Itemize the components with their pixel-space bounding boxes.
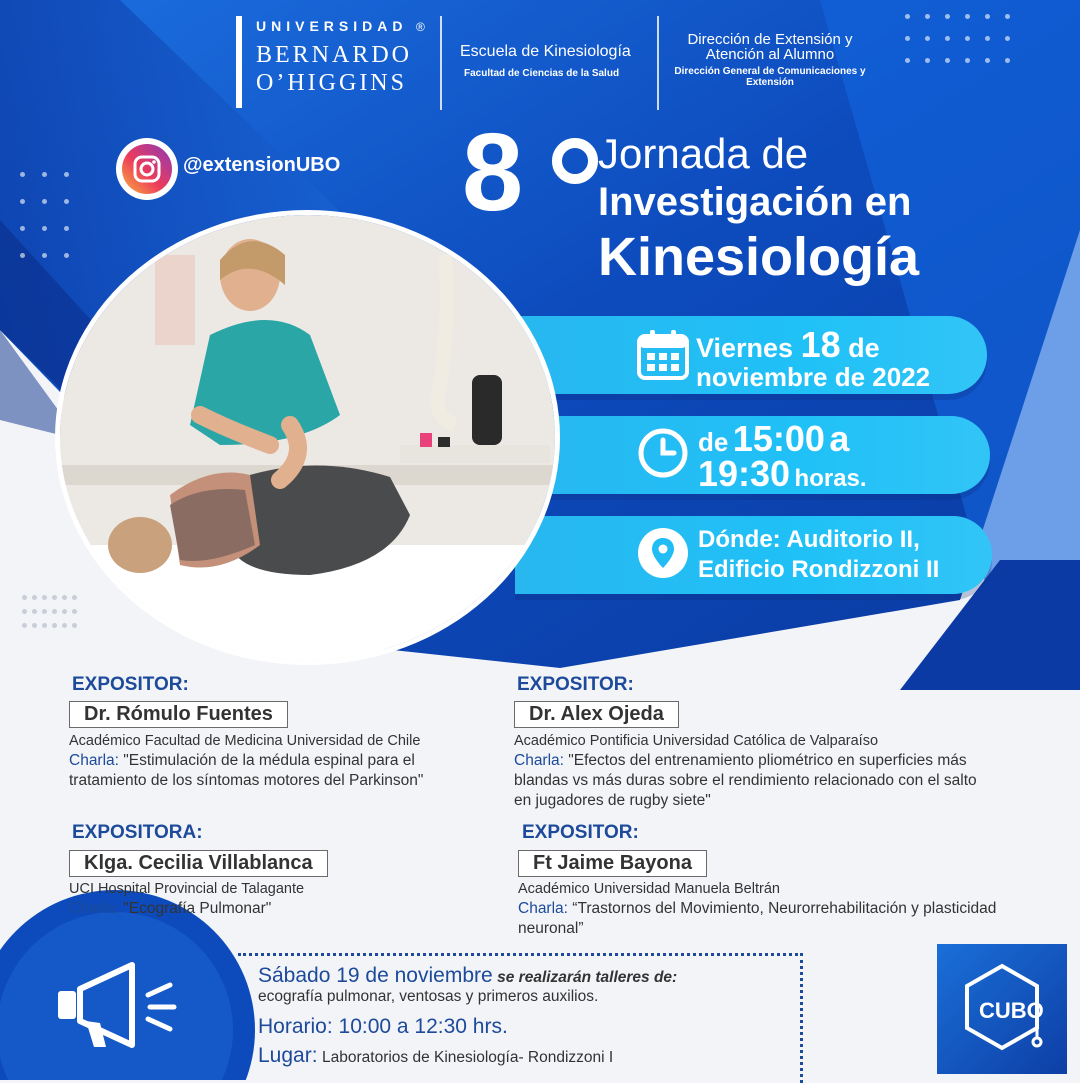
instagram-handle[interactable]: @extensionUBO bbox=[183, 154, 341, 176]
decorative-dots-grey bbox=[22, 595, 82, 628]
title-line-2: Investigación en bbox=[598, 180, 912, 224]
speaker-3-affiliation: UCI Hospital Provincial de Talagante bbox=[69, 881, 305, 897]
calendar-icon bbox=[636, 328, 690, 382]
cubo-logo bbox=[937, 944, 1067, 1074]
workshop-line-1 bbox=[258, 964, 677, 988]
date-line-2: noviembre de 2022 bbox=[696, 362, 931, 392]
physiotherapy-photo bbox=[55, 210, 560, 665]
time-line-2 bbox=[698, 455, 867, 501]
place-line-1: Dónde: Auditorio II, bbox=[698, 526, 920, 553]
ordinal-mark bbox=[552, 138, 598, 184]
speaker-4-talk bbox=[518, 899, 1048, 939]
talk-title: "Estimulación de la médula espinal para el tratamiento de los síntomas motores del Parkinson" bbox=[69, 752, 424, 789]
speaker-2-affiliation: Académico Pontificia Universidad Católica de Valparaíso bbox=[514, 733, 879, 749]
instagram-badge[interactable] bbox=[116, 138, 178, 200]
talk-title: "Ecografía Pulmonar" bbox=[123, 900, 272, 917]
speaker-1-label: EXPOSITOR: bbox=[72, 674, 189, 695]
header-divider bbox=[440, 16, 442, 110]
charla-key: Charla: bbox=[514, 752, 564, 769]
charla-key: Charla: bbox=[518, 900, 568, 917]
decorative-dots-left bbox=[20, 172, 86, 258]
speaker-2-talk bbox=[514, 751, 994, 811]
date-de: de bbox=[848, 333, 880, 363]
faculty-name: Facultad de Ciencias de la Salud bbox=[464, 68, 620, 79]
date-day: 18 bbox=[800, 324, 841, 365]
speaker-4-affiliation: Académico Universidad Manuela Beltrán bbox=[518, 881, 780, 897]
decorative-dots-top-right bbox=[905, 14, 1025, 63]
speaker-3-name: Klga. Cecilia Villablanca bbox=[69, 850, 328, 877]
time-de: de bbox=[698, 427, 729, 457]
header-divider bbox=[657, 16, 659, 110]
charla-key: Charla: bbox=[69, 900, 119, 917]
workshop-date: Sábado 19 de noviembre bbox=[258, 964, 493, 987]
time-start: 15:00 bbox=[732, 418, 825, 459]
speaker-2-name: Dr. Alex Ojeda bbox=[514, 701, 679, 728]
date-weekday: Viernes bbox=[696, 333, 794, 363]
time-a: a bbox=[829, 418, 850, 459]
location-pin-icon bbox=[636, 526, 690, 580]
speaker-1-name: Dr. Rómulo Fuentes bbox=[69, 701, 288, 728]
workshop-place bbox=[258, 1044, 613, 1068]
logo-line-1: BERNARDO bbox=[256, 42, 413, 68]
clock-icon bbox=[636, 426, 690, 480]
workshop-intro: se realizarán talleres de: bbox=[497, 969, 678, 986]
title-line-3: Kinesiología bbox=[598, 227, 920, 287]
speaker-3-talk bbox=[69, 899, 489, 919]
date-line-1 bbox=[696, 324, 880, 365]
logo-bar bbox=[236, 16, 242, 108]
edition-number: 8 bbox=[462, 111, 524, 234]
workshop-place-value: Laboratorios de Kinesiología- Rondizzoni I bbox=[322, 1049, 614, 1066]
direction-name: Dirección de Extensión y Atención al Alumno bbox=[687, 31, 853, 63]
talk-title: "Efectos del entrenamiento pliométrico en superficies más blandas vs más duras sobre el rendimiento relacionado con el salto en jugadores de rugby siete" bbox=[514, 752, 977, 809]
registered-mark: ® bbox=[416, 20, 425, 34]
workshop-place-key: Lugar: bbox=[258, 1044, 318, 1067]
workshop-topics: ecografía pulmonar, ventosas y primeros auxilios. bbox=[258, 988, 599, 1005]
speaker-1-affiliation: Académico Facultad de Medicina Universidad de Chile bbox=[69, 733, 421, 749]
logo-line-2: O’HIGGINS bbox=[256, 70, 407, 96]
talk-title: “Trastornos del Movimiento, Neurorrehabilitación y plasticidad neuronal” bbox=[518, 900, 997, 937]
logo-university-word: UNIVERSIDAD bbox=[256, 18, 408, 34]
school-name: Escuela de Kinesiología bbox=[460, 43, 631, 60]
workshop-schedule: Horario: 10:00 a 12:30 hrs. bbox=[258, 1015, 508, 1038]
charla-key: Charla: bbox=[69, 752, 119, 769]
time-unit: horas. bbox=[794, 465, 867, 492]
speaker-4-name: Ft Jaime Bayona bbox=[518, 850, 707, 877]
time-end: 19:30 bbox=[698, 453, 791, 494]
speaker-2-label: EXPOSITOR: bbox=[517, 674, 634, 695]
speaker-4-label: EXPOSITOR: bbox=[522, 822, 639, 843]
direction-subtitle: Dirección General de Comunicaciones y Extensión bbox=[674, 66, 866, 88]
place-line-2: Edificio Rondizzoni II bbox=[698, 556, 940, 583]
megaphone-icon bbox=[52, 955, 182, 1055]
instagram-icon bbox=[132, 154, 162, 184]
speaker-1-talk bbox=[69, 751, 489, 791]
title-line-1: Jornada de bbox=[598, 130, 809, 177]
speaker-3-label: EXPOSITORA: bbox=[72, 822, 203, 843]
cubo-text: CUBO bbox=[979, 998, 1044, 1023]
